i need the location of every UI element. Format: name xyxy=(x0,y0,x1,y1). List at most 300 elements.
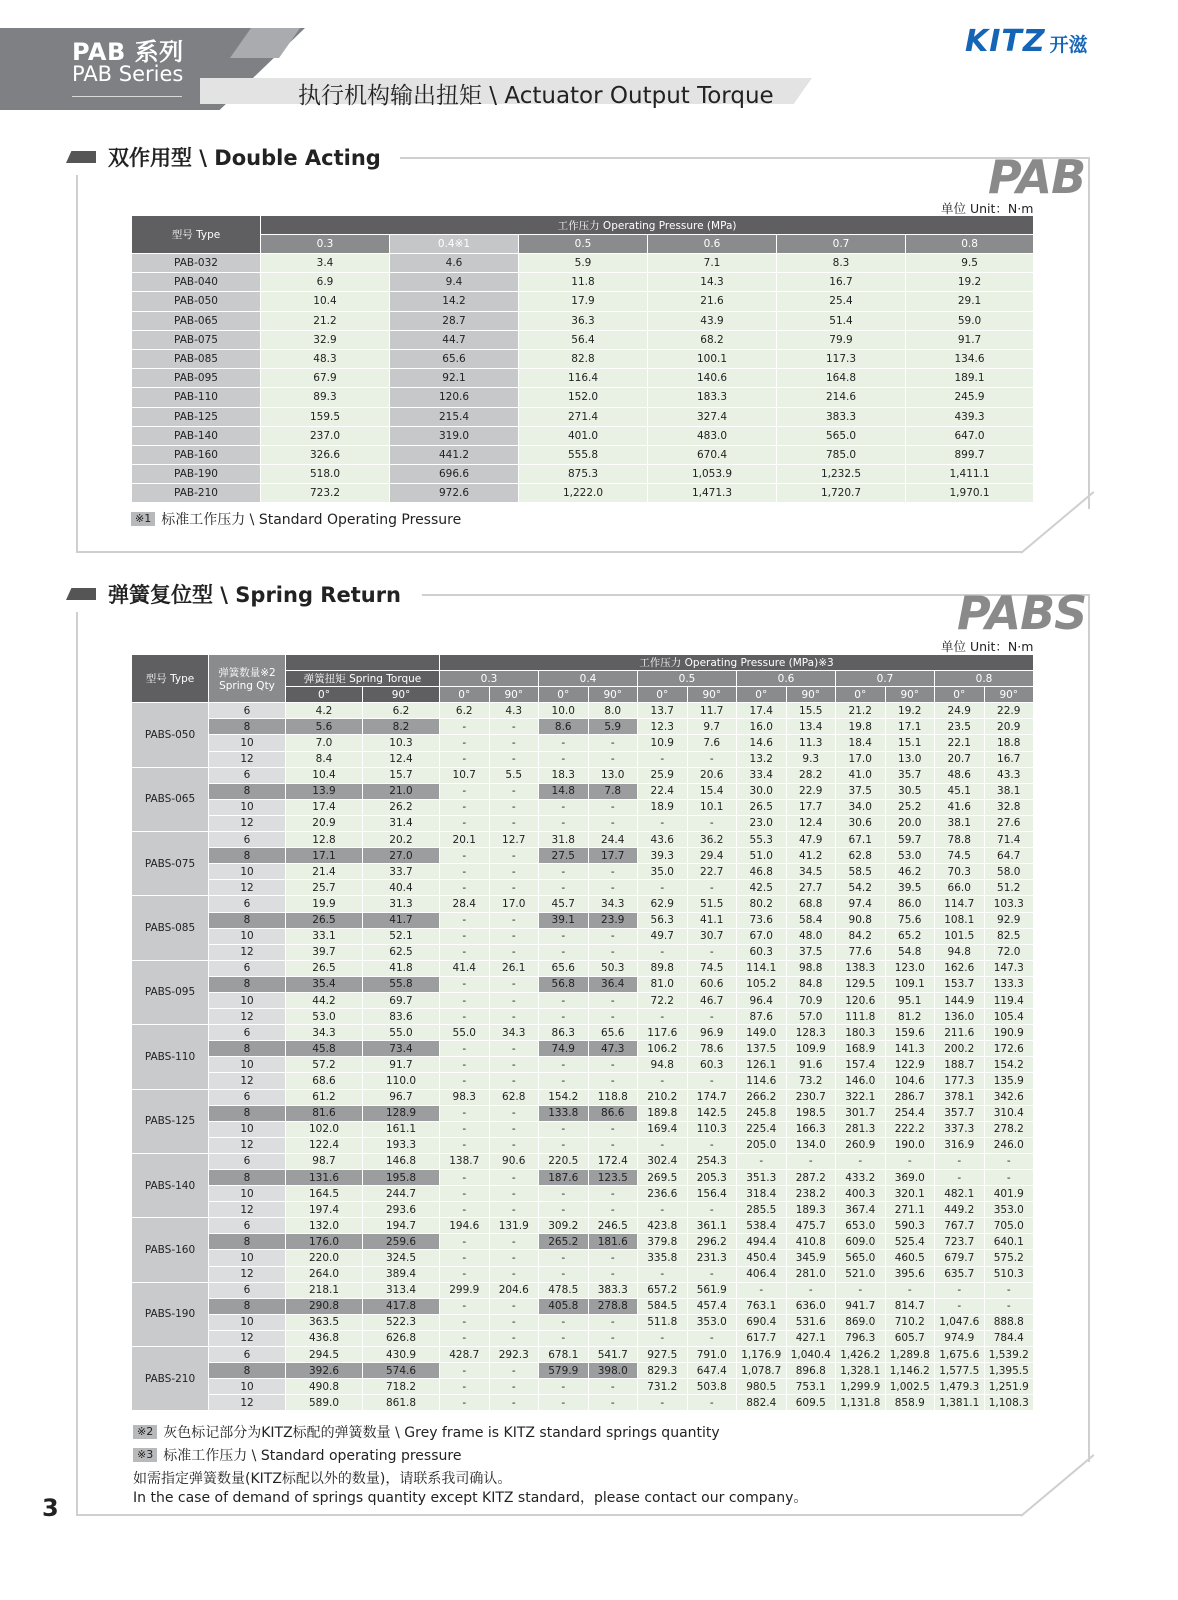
torque-cell: - xyxy=(687,880,737,896)
model-watermark-pabs: PABS xyxy=(957,586,1087,640)
spring-qty-cell: 10 xyxy=(209,799,286,815)
torque-cell: 460.5 xyxy=(885,1250,935,1266)
torque-cell: 38.1 xyxy=(935,815,985,831)
torque-cell: - xyxy=(984,1282,1034,1298)
torque-cell: - xyxy=(440,815,490,831)
torque-cell: 39.7 xyxy=(286,944,363,960)
torque-cell: 20.2 xyxy=(363,832,440,848)
torque-cell: 102.0 xyxy=(286,1121,363,1137)
torque-cell: 211.6 xyxy=(935,1025,985,1041)
torque-cell: 166.3 xyxy=(786,1121,836,1137)
torque-cell: 1,047.6 xyxy=(935,1314,985,1330)
kitz-logo xyxy=(965,24,1088,59)
spring-qty-cell: 8 xyxy=(209,912,286,928)
torque-cell: 1,146.2 xyxy=(885,1363,935,1379)
torque-cell: 17.9 xyxy=(519,292,648,311)
torque-cell: - xyxy=(489,783,539,799)
torque-cell: 590.3 xyxy=(885,1218,935,1234)
torque-cell: - xyxy=(539,880,589,896)
torque-cell: 144.9 xyxy=(935,992,985,1008)
torque-cell: 15.5 xyxy=(786,703,836,719)
torque-cell: - xyxy=(588,1379,638,1395)
torque-cell: 108.1 xyxy=(935,912,985,928)
spring-qty-cell: 12 xyxy=(209,1073,286,1089)
torque-cell: 111.8 xyxy=(836,1009,886,1025)
table-row xyxy=(132,1234,1034,1250)
torque-cell: 427.1 xyxy=(786,1330,836,1346)
torque-cell: 483.0 xyxy=(648,426,777,445)
torque-cell: 204.6 xyxy=(489,1282,539,1298)
torque-cell: 238.2 xyxy=(786,1186,836,1202)
torque-cell: 58.4 xyxy=(786,912,836,928)
spring-return-heading xyxy=(66,579,401,609)
torque-cell: 54.2 xyxy=(836,880,886,896)
torque-cell: 1,108.3 xyxy=(984,1395,1034,1411)
table-row xyxy=(132,992,1034,1008)
torque-cell: 183.3 xyxy=(648,388,777,407)
torque-cell: - xyxy=(440,735,490,751)
pressure-col-header: 0.5 xyxy=(519,235,648,254)
torque-cell: 194.6 xyxy=(440,1218,490,1234)
table-row xyxy=(132,703,1034,719)
torque-cell: - xyxy=(539,751,589,767)
table-row xyxy=(132,1395,1034,1411)
torque-cell: 357.7 xyxy=(935,1105,985,1121)
torque-cell: 62.8 xyxy=(489,1089,539,1105)
torque-cell: - xyxy=(638,1009,688,1025)
torque-cell: - xyxy=(638,944,688,960)
pressure-col-header: 0.4※1 xyxy=(390,235,519,254)
torque-cell: 132.0 xyxy=(286,1218,363,1234)
torque-cell: 68.2 xyxy=(648,330,777,349)
model-cell: PABS-095 xyxy=(132,960,209,1024)
page-caption: 执行机构输出扭矩 \ Actuator Output Torque xyxy=(298,83,774,109)
torque-cell: - xyxy=(539,1266,589,1282)
model-cell: PAB-050 xyxy=(132,292,261,311)
torque-cell: - xyxy=(489,1395,539,1411)
torque-cell: 96.9 xyxy=(687,1025,737,1041)
torque-cell: 172.4 xyxy=(588,1153,638,1169)
torque-cell: 146.8 xyxy=(363,1153,440,1169)
torque-cell: 11.3 xyxy=(786,735,836,751)
table-row xyxy=(132,1186,1034,1202)
torque-cell: 430.9 xyxy=(363,1347,440,1363)
header-blank xyxy=(286,655,440,671)
torque-cell: - xyxy=(539,928,589,944)
torque-cell: - xyxy=(489,912,539,928)
torque-cell: 18.8 xyxy=(984,735,1034,751)
torque-cell: 109.1 xyxy=(885,976,935,992)
spring-qty-cell: 6 xyxy=(209,1089,286,1105)
torque-cell: 503.8 xyxy=(687,1379,737,1395)
double-acting-heading xyxy=(66,142,381,172)
torque-cell: 97.4 xyxy=(836,896,886,912)
torque-cell: 45.1 xyxy=(935,783,985,799)
torque-cell: 318.4 xyxy=(737,1186,787,1202)
torque-cell: 980.5 xyxy=(737,1379,787,1395)
model-cell: PABS-125 xyxy=(132,1089,209,1153)
torque-cell: - xyxy=(440,1266,490,1282)
torque-cell: 136.0 xyxy=(935,1009,985,1025)
torque-cell: - xyxy=(489,1121,539,1137)
torque-cell: - xyxy=(489,1009,539,1025)
torque-cell: 367.4 xyxy=(836,1202,886,1218)
torque-cell: - xyxy=(440,1073,490,1089)
torque-cell: 169.4 xyxy=(638,1121,688,1137)
torque-cell: 1,131.8 xyxy=(836,1395,886,1411)
torque-cell: 6.2 xyxy=(440,703,490,719)
table-row xyxy=(132,928,1034,944)
torque-cell: 753.1 xyxy=(786,1379,836,1395)
torque-cell: - xyxy=(935,1298,985,1314)
torque-cell: 72.2 xyxy=(638,992,688,1008)
torque-cell: 48.3 xyxy=(261,349,390,368)
table-row xyxy=(132,388,1034,407)
torque-cell: - xyxy=(687,1395,737,1411)
torque-cell: 197.4 xyxy=(286,1202,363,1218)
torque-cell: 457.4 xyxy=(687,1298,737,1314)
pressure-header: 工作压力 Operating Pressure (MPa)※3 xyxy=(440,655,1034,671)
torque-cell: 51.0 xyxy=(737,848,787,864)
torque-cell: 12.4 xyxy=(363,751,440,767)
torque-cell: 322.1 xyxy=(836,1089,886,1105)
torque-cell: 117.6 xyxy=(638,1025,688,1041)
torque-cell: 43.9 xyxy=(648,311,777,330)
torque-cell: 869.0 xyxy=(836,1314,886,1330)
table-row xyxy=(132,1121,1034,1137)
torque-cell: 66.0 xyxy=(935,880,985,896)
torque-cell: 7.8 xyxy=(588,783,638,799)
torque-cell: 10.3 xyxy=(363,735,440,751)
table-row xyxy=(132,1298,1034,1314)
spring-qty-cell: 12 xyxy=(209,1009,286,1025)
frame-right-line-2 xyxy=(1088,594,1090,1462)
torque-cell: 16.7 xyxy=(984,751,1034,767)
torque-cell: 44.7 xyxy=(390,330,519,349)
torque-cell: 35.0 xyxy=(638,864,688,880)
torque-cell: 293.6 xyxy=(363,1202,440,1218)
torque-cell: 27.0 xyxy=(363,848,440,864)
torque-cell: 79.9 xyxy=(777,330,906,349)
torque-cell: - xyxy=(489,1186,539,1202)
torque-cell: 20.6 xyxy=(687,767,737,783)
angle-header: 90° xyxy=(687,687,737,703)
torque-cell: 31.8 xyxy=(539,832,589,848)
torque-cell: - xyxy=(489,1137,539,1153)
torque-cell: - xyxy=(489,848,539,864)
torque-cell: - xyxy=(489,1379,539,1395)
torque-cell: 91.7 xyxy=(363,1057,440,1073)
torque-cell: 1,002.5 xyxy=(885,1379,935,1395)
torque-cell: - xyxy=(539,992,589,1008)
spring-qty-cell: 8 xyxy=(209,1234,286,1250)
torque-cell: 43.3 xyxy=(984,767,1034,783)
torque-cell: 138.3 xyxy=(836,960,886,976)
torque-cell: 161.1 xyxy=(363,1121,440,1137)
torque-cell: - xyxy=(440,1121,490,1137)
table-row xyxy=(132,1089,1034,1105)
torque-cell: 18.3 xyxy=(539,767,589,783)
torque-cell: 189.8 xyxy=(638,1105,688,1121)
torque-cell: 635.7 xyxy=(935,1266,985,1282)
torque-cell: 361.1 xyxy=(687,1218,737,1234)
torque-cell: 410.8 xyxy=(786,1234,836,1250)
torque-cell: 180.3 xyxy=(836,1025,886,1041)
torque-cell: - xyxy=(638,1395,688,1411)
logo-mark: KITZ xyxy=(965,24,1046,59)
torque-cell: 541.7 xyxy=(588,1347,638,1363)
torque-cell: 670.4 xyxy=(648,445,777,464)
torque-cell: 210.2 xyxy=(638,1089,688,1105)
torque-cell: 383.3 xyxy=(588,1282,638,1298)
torque-cell: 5.9 xyxy=(588,719,638,735)
unit-label: 单位 Unit：N·m xyxy=(941,639,1034,654)
torque-cell: 265.2 xyxy=(539,1234,589,1250)
pressure-header: 工作压力 Operating Pressure (MPa) xyxy=(261,216,1034,235)
torque-cell: 64.7 xyxy=(984,848,1034,864)
spring-qty-header-en: Spring Qty xyxy=(219,680,275,693)
torque-cell: 25.2 xyxy=(885,799,935,815)
torque-cell: - xyxy=(588,1330,638,1346)
torque-cell: 81.2 xyxy=(885,1009,935,1025)
torque-cell: 21.2 xyxy=(836,703,886,719)
torque-cell: 353.0 xyxy=(984,1202,1034,1218)
torque-cell: - xyxy=(440,1234,490,1250)
table-row xyxy=(132,960,1034,976)
torque-cell: 220.0 xyxy=(286,1250,363,1266)
angle-header: 0° xyxy=(286,687,363,703)
torque-cell: - xyxy=(588,880,638,896)
torque-cell: 400.3 xyxy=(836,1186,886,1202)
torque-cell: 21.2 xyxy=(261,311,390,330)
torque-cell: 193.3 xyxy=(363,1137,440,1153)
torque-cell: 55.8 xyxy=(363,976,440,992)
torque-cell: 531.6 xyxy=(786,1314,836,1330)
torque-cell: 290.8 xyxy=(286,1298,363,1314)
torque-cell: 313.4 xyxy=(363,1282,440,1298)
model-cell: PABS-190 xyxy=(132,1282,209,1346)
torque-cell: 814.7 xyxy=(885,1298,935,1314)
torque-cell: 94.8 xyxy=(638,1057,688,1073)
torque-cell: 61.2 xyxy=(286,1089,363,1105)
torque-cell: 28.7 xyxy=(390,311,519,330)
torque-cell: 584.5 xyxy=(638,1298,688,1314)
torque-cell: 405.8 xyxy=(539,1298,589,1314)
spring-qty-header-cn: 弹簧数量※2 xyxy=(218,667,276,680)
pressure-col-header: 0.4 xyxy=(539,671,638,687)
torque-cell: 640.1 xyxy=(984,1234,1034,1250)
torque-cell: 21.6 xyxy=(648,292,777,311)
torque-cell: 1,381.1 xyxy=(935,1395,985,1411)
torque-cell: 48.6 xyxy=(935,767,985,783)
spring-qty-cell: 8 xyxy=(209,1105,286,1121)
torque-cell: 90.6 xyxy=(489,1153,539,1169)
spring-qty-cell: 8 xyxy=(209,1363,286,1379)
torque-cell: 57.2 xyxy=(286,1057,363,1073)
torque-cell: - xyxy=(489,1330,539,1346)
torque-cell: 763.1 xyxy=(737,1298,787,1314)
torque-cell: - xyxy=(440,719,490,735)
table-row xyxy=(132,864,1034,880)
spring-qty-cell: 10 xyxy=(209,735,286,751)
torque-cell: 678.1 xyxy=(539,1347,589,1363)
model-watermark-pab: PAB xyxy=(988,150,1086,204)
torque-cell: 575.2 xyxy=(984,1250,1034,1266)
section-title: 双作用型 \ Double Acting xyxy=(108,146,381,170)
torque-cell: 351.3 xyxy=(737,1170,787,1186)
torque-cell: - xyxy=(588,1266,638,1282)
torque-cell: 205.0 xyxy=(737,1137,787,1153)
torque-cell: - xyxy=(638,1330,688,1346)
torque-cell: - xyxy=(489,864,539,880)
model-cell: PABS-050 xyxy=(132,703,209,767)
torque-cell: 72.0 xyxy=(984,944,1034,960)
pressure-col-header: 0.7 xyxy=(836,671,935,687)
torque-cell: 41.8 xyxy=(363,960,440,976)
table-row xyxy=(132,912,1034,928)
spring-qty-cell: 12 xyxy=(209,1330,286,1346)
torque-cell: - xyxy=(885,1153,935,1169)
torque-cell: - xyxy=(539,1121,589,1137)
torque-cell: 244.7 xyxy=(363,1186,440,1202)
model-cell: PABS-140 xyxy=(132,1153,209,1217)
torque-cell: 194.7 xyxy=(363,1218,440,1234)
torque-cell: 41.4 xyxy=(440,960,490,976)
torque-cell: 710.2 xyxy=(885,1314,935,1330)
torque-cell: 172.6 xyxy=(984,1041,1034,1057)
angle-header: 0° xyxy=(935,687,985,703)
table-row xyxy=(132,292,1034,311)
note-3-text: 标准工作压力 \ Standard operating pressure xyxy=(163,1448,462,1464)
torque-cell: 518.0 xyxy=(261,465,390,484)
torque-cell: 301.7 xyxy=(836,1105,886,1121)
torque-cell: - xyxy=(687,1266,737,1282)
torque-cell: - xyxy=(489,1250,539,1266)
torque-cell: 104.6 xyxy=(885,1073,935,1089)
torque-cell: 131.6 xyxy=(286,1170,363,1186)
torque-cell: 32.8 xyxy=(984,799,1034,815)
torque-cell: - xyxy=(935,1282,985,1298)
torque-cell: 23.0 xyxy=(737,815,787,831)
torque-cell: 22.9 xyxy=(984,703,1034,719)
torque-cell: 73.4 xyxy=(363,1041,440,1057)
table-row xyxy=(132,832,1034,848)
torque-cell: 65.2 xyxy=(885,928,935,944)
torque-cell: 417.8 xyxy=(363,1298,440,1314)
torque-cell: 428.7 xyxy=(440,1347,490,1363)
torque-cell: 1,479.3 xyxy=(935,1379,985,1395)
torque-cell: 17.1 xyxy=(885,719,935,735)
torque-cell: 46.2 xyxy=(885,864,935,880)
torque-cell: 316.9 xyxy=(935,1137,985,1153)
torque-cell: 222.2 xyxy=(885,1121,935,1137)
torque-cell: 43.6 xyxy=(638,832,688,848)
torque-cell: 62.8 xyxy=(836,848,886,864)
table-row xyxy=(132,1170,1034,1186)
torque-cell: - xyxy=(935,1153,985,1169)
torque-cell: 138.7 xyxy=(440,1153,490,1169)
table-row xyxy=(132,1009,1034,1025)
torque-cell: 36.2 xyxy=(687,832,737,848)
torque-cell: 62.9 xyxy=(638,896,688,912)
table-row xyxy=(132,426,1034,445)
torque-cell: 122.9 xyxy=(885,1057,935,1073)
torque-cell: 28.2 xyxy=(786,767,836,783)
torque-cell: 42.5 xyxy=(737,880,787,896)
torque-cell: 13.7 xyxy=(638,703,688,719)
table-row xyxy=(132,254,1034,273)
torque-cell: - xyxy=(984,1170,1034,1186)
torque-cell: - xyxy=(440,1330,490,1346)
spring-qty-cell: 10 xyxy=(209,1379,286,1395)
torque-cell: 89.3 xyxy=(261,388,390,407)
torque-cell: 29.1 xyxy=(906,292,1034,311)
torque-cell: 181.6 xyxy=(588,1234,638,1250)
torque-cell: 230.7 xyxy=(786,1089,836,1105)
torque-cell: 34.3 xyxy=(489,1025,539,1041)
table-row xyxy=(132,484,1034,503)
torque-cell: - xyxy=(984,1298,1034,1314)
torque-cell: 41.2 xyxy=(786,848,836,864)
torque-cell: 67.0 xyxy=(737,928,787,944)
torque-cell: 478.5 xyxy=(539,1282,589,1298)
torque-cell: 91.7 xyxy=(906,330,1034,349)
torque-cell: 436.8 xyxy=(286,1330,363,1346)
torque-cell: 12.7 xyxy=(489,832,539,848)
torque-cell: 705.0 xyxy=(984,1218,1034,1234)
table-row xyxy=(132,349,1034,368)
torque-cell: 555.8 xyxy=(519,445,648,464)
torque-cell: 35.4 xyxy=(286,976,363,992)
spring-qty-cell: 8 xyxy=(209,783,286,799)
torque-cell: 188.7 xyxy=(935,1057,985,1073)
torque-cell: 22.4 xyxy=(638,783,688,799)
torque-cell: 974.9 xyxy=(935,1330,985,1346)
torque-cell: - xyxy=(440,1314,490,1330)
torque-cell: 1,539.2 xyxy=(984,1347,1034,1363)
torque-cell: 133.3 xyxy=(984,976,1034,992)
torque-cell: 135.9 xyxy=(984,1073,1034,1089)
double-acting-table xyxy=(131,215,1034,503)
torque-cell: 8.2 xyxy=(363,719,440,735)
torque-cell: 14.2 xyxy=(390,292,519,311)
spring-qty-cell: 6 xyxy=(209,896,286,912)
torque-cell: 266.2 xyxy=(737,1089,787,1105)
torque-cell: 342.6 xyxy=(984,1089,1034,1105)
torque-cell: - xyxy=(440,1379,490,1395)
table-row xyxy=(132,465,1034,484)
torque-cell: 281.3 xyxy=(836,1121,886,1137)
torque-cell: 1,289.8 xyxy=(885,1347,935,1363)
torque-cell: 15.7 xyxy=(363,767,440,783)
torque-cell: - xyxy=(440,1009,490,1025)
torque-cell: 423.8 xyxy=(638,1218,688,1234)
torque-cell: 68.6 xyxy=(286,1073,363,1089)
torque-cell: 33.1 xyxy=(286,928,363,944)
torque-cell: 137.5 xyxy=(737,1041,787,1057)
spring-qty-cell: 6 xyxy=(209,1347,286,1363)
note-1 xyxy=(131,509,461,529)
table-row xyxy=(132,311,1034,330)
torque-cell: 1,251.9 xyxy=(984,1379,1034,1395)
pressure-col-header: 0.5 xyxy=(638,671,737,687)
torque-cell: - xyxy=(489,1057,539,1073)
torque-cell: 796.3 xyxy=(836,1330,886,1346)
torque-cell: 8.3 xyxy=(777,254,906,273)
torque-cell: 538.4 xyxy=(737,1218,787,1234)
torque-cell: - xyxy=(687,1073,737,1089)
torque-cell: - xyxy=(588,864,638,880)
